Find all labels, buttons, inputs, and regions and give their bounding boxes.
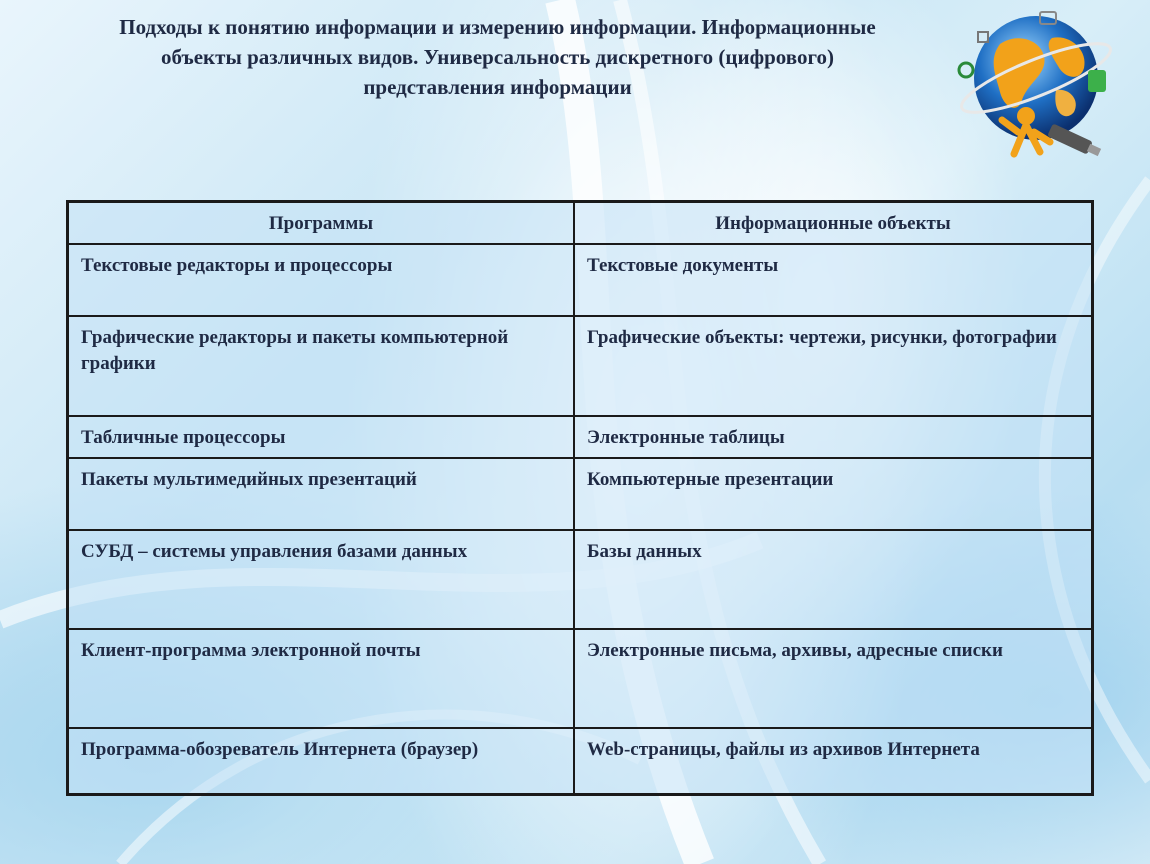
table-cell-object: Электронные письма, архивы, адресные списки [574, 629, 1093, 728]
title-line-3: представления информации [363, 75, 632, 99]
page-title [20, 12, 975, 102]
title-line-1: Подходы к понятию информации и измерению информации. Информационные [119, 15, 876, 39]
table-cell-object: Компьютерные презентации [574, 458, 1093, 530]
table-cell-program: Пакеты мультимедийных презентаций [68, 458, 575, 530]
table-row [68, 530, 1093, 629]
table-cell-object: Базы данных [574, 530, 1093, 629]
table-row [68, 458, 1093, 530]
title-line-2: объекты различных видов. Универсальность дискретного (цифрового) [161, 45, 834, 69]
table-row [68, 244, 1093, 316]
table-cell-program: Клиент-программа электронной почты [68, 629, 575, 728]
table-cell-object: Web-страницы, файлы из архивов Интернета [574, 728, 1093, 794]
table-header-row [68, 202, 1093, 245]
table-cell-program: Программа-обозреватель Интернета (браузер) [68, 728, 575, 794]
table-cell-program: Графические редакторы и пакеты компьютерной графики [68, 316, 575, 416]
column-header-information-objects: Информационные объекты [574, 202, 1093, 245]
table-cell-object: Графические объекты: чертежи, рисунки, фотографии [574, 316, 1093, 416]
table-row [68, 416, 1093, 458]
table-cell-object: Электронные таблицы [574, 416, 1093, 458]
globe-with-computer-devices-icon [948, 4, 1138, 166]
table-cell-program: Текстовые редакторы и процессоры [68, 244, 575, 316]
column-header-programs: Программы [68, 202, 575, 245]
table-row [68, 316, 1093, 416]
table-cell-program: СУБД – системы управления базами данных [68, 530, 575, 629]
programs-objects-table [66, 200, 1094, 796]
table-row [68, 629, 1093, 728]
table-row [68, 728, 1093, 794]
table-cell-program: Табличные процессоры [68, 416, 575, 458]
table-cell-object: Текстовые документы [574, 244, 1093, 316]
